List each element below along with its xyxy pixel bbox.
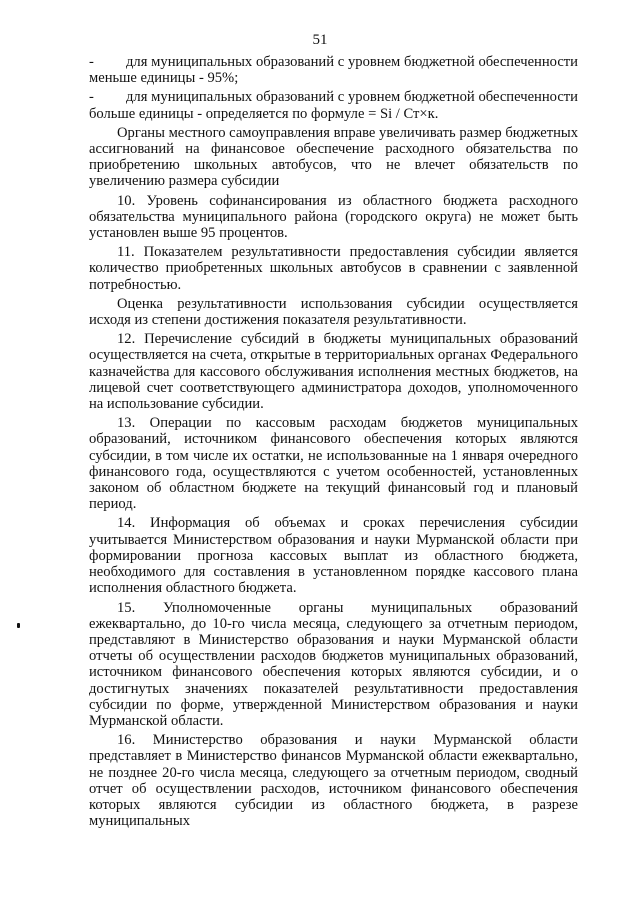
dash-marker: - [89,54,94,70]
dash-marker: - [89,89,94,106]
paragraph-clause-16: 16. Министерство образования и науки Мурманской области представляет в Министерство финансов Мурманской области ежеквартально, не позднее 20-го числа месяца, следующего за отчетным периодом, сводный отчет об осуществлении расходов, источником финансового обеспечения которых являются субсидии из областного бюджета, в разрезе муниципальных [89,732,578,830]
paragraph-clause-11: 11. Показателем результативности предоставления субсидии является количество приобретенных школьных автобусов в сравнении с заявленной потребностью. [89,244,578,293]
paragraph-clause-15: 15. Уполномоченные органы муниципальных образований ежеквартально, до 10-го числа месяца, следующего за отчетным периодом, представляют в Министерство образования и науки Мурманской области отчеты об осуществлении расходов бюджетов муниципальных образований, источником финансового обеспечения которых являются субсидии, и о достигнутых значениях показателей результативности предоставления субсидии по форме, утвержденной Министерством образования и науки Мурманской области. [89,599,578,729]
scan-mark [17,623,20,628]
paragraph: Оценка результативности использования субсидии осуществляется исходя из степени достижения показателя результативности. [89,295,578,329]
paragraph-clause-13: 13. Операции по кассовым расходам бюджетов муниципальных образований, источником финансового обеспечения которых являются субсидии, в том числе их остатки, не использованные на 1 января очередного финансового года, осуществляются с учетом особенностей, установленных законом об областном бюджете на текущий финансовый год и плановый период. [89,415,578,513]
paragraph-text: для муниципальных образований с уровнем бюджетной обеспеченности больше единицы - определяется по формуле = Si / Ст×к. [89,89,578,122]
paragraph-clause-10: 10. Уровень софинансирования из областного бюджета расходного обязательства муниципального района (городского округа) не может быть установлен выше 95 процентов. [89,192,578,242]
list-item-dash [89,54,578,86]
paragraph-clause-12: 12. Перечисление субсидий в бюджеты муниципальных образований осуществляется на счета, открытые в территориальных органах Федерального казначейства для кассового обслуживания исполнения местных бюджетов, на лицевой счет соответствующего администратора доходов, уполномоченного на использование субсидии. [89,331,578,413]
paragraph-clause-14: 14. Информация об объемах и сроках перечисления субсидии учитывается Министерством образования и науки Мурманской области при формировании прогноза кассовых выплат из областного бюджета, необходимого для составления в установленном порядке кассового плана исполнения областного бюджета. [89,515,578,597]
list-item-dash [89,89,578,121]
document-body [89,54,578,832]
page-number: 51 [312,32,328,48]
paragraph-text: для муниципальных образований с уровнем бюджетной обеспеченности меньше единицы - 95%; [89,54,578,87]
paragraph: Органы местного самоуправления вправе увеличивать размер бюджетных ассигнований на финансовое обеспечение расходного обязательства по приобретению школьных автобусов, что не влечет обязательств по увеличению размера субсидии [89,124,578,190]
